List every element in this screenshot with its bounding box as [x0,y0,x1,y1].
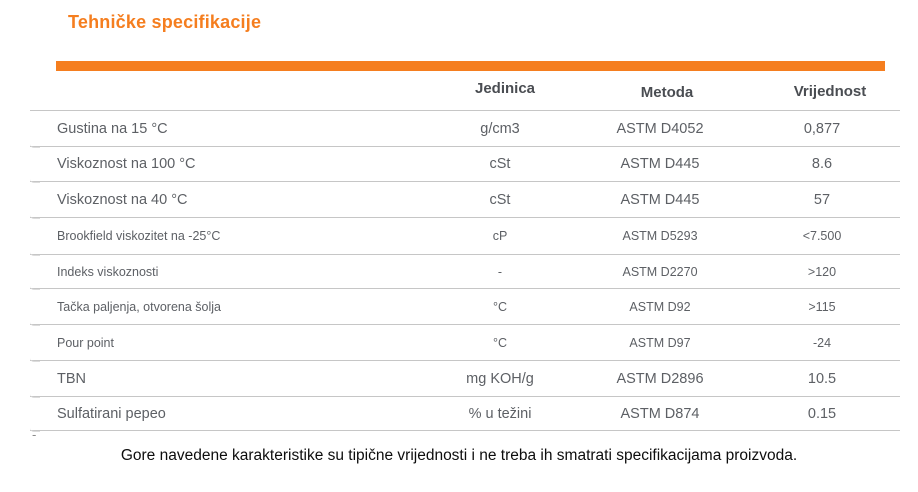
unit-cell: g/cm3 [480,120,520,137]
property-cell: Sulfatirani pepeo [57,405,166,422]
value-cell: >115 [808,299,836,314]
method-cell: ASTM D5293 [622,229,698,243]
table-row [30,325,900,361]
value-cell: 10.5 [807,370,837,387]
footer-note: Gore navedene karakteristike su tipične vrijednosti i ne treba ih smatrati specifikacijama proizvoda. [120,447,798,464]
unit-cell: °C [492,299,508,314]
column-header-value: Vrijednost [793,83,867,100]
value-cell: -24 [812,335,832,350]
method-cell: ASTM D445 [620,156,700,172]
value-cell: 0,877 [803,120,841,137]
column-header-unit: Jedinica [474,80,536,97]
property-cell: Viskoznost na 40 °C [57,191,188,208]
unit-cell: cSt [489,156,511,172]
unit-cell: cSt [489,191,511,208]
unit-cell: % u težini [468,405,532,422]
page-title: Tehničke specifikacije [68,12,262,32]
table-row [30,147,900,182]
unit-cell: cP [492,229,508,243]
property-cell: Tačka paljenja, otvorena šolja [57,299,221,314]
value-cell: <7.500 [802,229,842,243]
accent-bar [56,61,885,71]
column-header-method: Metoda [640,84,694,101]
property-cell: Pour point [57,335,114,350]
value-cell: 57 [813,191,831,208]
method-cell: ASTM D445 [620,191,700,208]
table-row [30,289,900,325]
method-cell: ASTM D2270 [622,264,698,279]
property-cell: Gustina na 15 °C [57,120,168,137]
table-row [30,397,900,431]
table-row [30,218,900,255]
value-cell: 8.6 [811,156,833,172]
stray-dash: - [32,427,37,442]
table-row [30,182,900,218]
method-cell: ASTM D2896 [616,370,704,387]
unit-cell: mg KOH/g [466,370,534,387]
unit-cell: °C [492,335,508,350]
property-cell: Indeks viskoznosti [57,264,159,279]
value-cell: >120 [807,264,837,279]
table-row [30,361,900,397]
property-cell: Brookfield viskozitet na -25°C [57,229,221,243]
method-cell: ASTM D92 [629,299,691,314]
method-cell: ASTM D97 [629,335,691,350]
method-cell: ASTM D4052 [616,120,704,137]
table-row [30,255,900,289]
property-cell: TBN [57,370,86,387]
value-cell: 0.15 [807,405,837,422]
unit-cell: - [497,264,503,279]
table-row [30,111,900,147]
property-cell: Viskoznost na 100 °C [57,156,196,172]
method-cell: ASTM D874 [620,405,700,422]
spec-table [30,110,900,431]
